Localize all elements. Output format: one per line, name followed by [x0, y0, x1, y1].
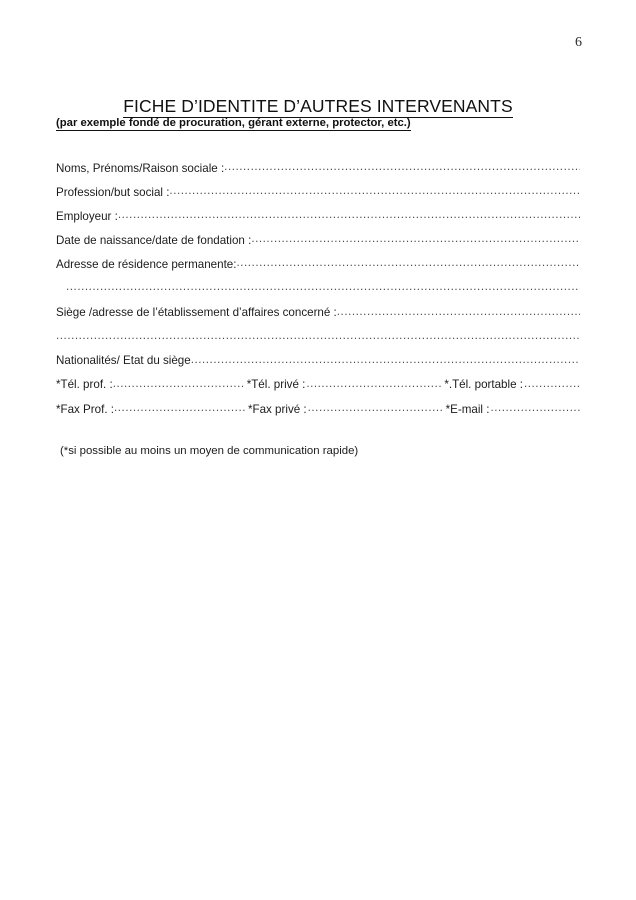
form-field-row-nationality — [56, 353, 580, 377]
dot-leader — [306, 377, 442, 389]
form-field-row-employer — [56, 208, 580, 232]
field-label-tel-prive: *Tél. privé : — [246, 378, 306, 392]
dot-leader — [524, 377, 580, 389]
form-field-row-address — [56, 256, 580, 280]
field-label-address: Adresse de résidence permanente: — [56, 257, 237, 271]
dot-leader — [308, 401, 444, 413]
page-subtitle — [56, 117, 411, 131]
dot-leader — [118, 208, 580, 220]
field-label-profession: Profession/but social : — [56, 185, 170, 199]
dot-leader — [66, 280, 580, 292]
field-label-nationality: Nationalités/ Etat du siège — [56, 354, 191, 368]
dot-leader — [191, 353, 580, 365]
footnote: (*si possible au moins un moyen de communication rapide) — [60, 445, 359, 457]
dot-leader — [490, 401, 580, 413]
form-field-row-birthdate — [56, 232, 580, 256]
page-title-text: FICHE D’IDENTITE D’AUTRES INTERVENANTS — [123, 95, 513, 116]
dot-leader — [114, 401, 246, 413]
field-label-email: *E-mail : — [445, 402, 490, 416]
field-label-fax-prof: *Fax Prof. : — [56, 402, 114, 416]
page-title — [0, 96, 636, 116]
dot-leader — [56, 329, 580, 341]
dot-leader — [236, 256, 580, 268]
page-number: 6 — [575, 35, 582, 50]
dot-leader — [337, 305, 580, 317]
form-field-row-name — [56, 160, 580, 184]
field-label-tel-prof: *Tél. prof. : — [56, 378, 113, 392]
form-field-row-business-address-continuation — [56, 329, 580, 353]
form-fields — [56, 160, 580, 425]
field-label-name: Noms, Prénoms/Raison sociale : — [56, 161, 225, 175]
field-label-employer: Employeur : — [56, 209, 118, 223]
form-field-row-fax-email — [56, 401, 580, 425]
form-field-row-profession — [56, 184, 580, 208]
dot-leader — [169, 184, 580, 196]
form-field-row-telephones — [56, 377, 580, 401]
dot-leader — [113, 377, 245, 389]
dot-leader — [251, 232, 580, 244]
dot-leader — [224, 160, 580, 172]
field-label-birthdate: Date de naissance/date de fondation : — [56, 233, 252, 247]
field-label-fax-prive: *Fax privé : — [248, 402, 307, 416]
form-field-row-address-continuation — [56, 280, 580, 304]
page-subtitle-text: (par exemple fondé de procuration, gérant externe, protector, etc.) — [56, 117, 411, 129]
field-label-business-address: Siège /adresse de l’établissement d’affaires concerné : — [56, 306, 337, 320]
form-field-row-business-address — [56, 305, 580, 329]
field-label-tel-portable: *.Tél. portable : — [444, 378, 523, 392]
